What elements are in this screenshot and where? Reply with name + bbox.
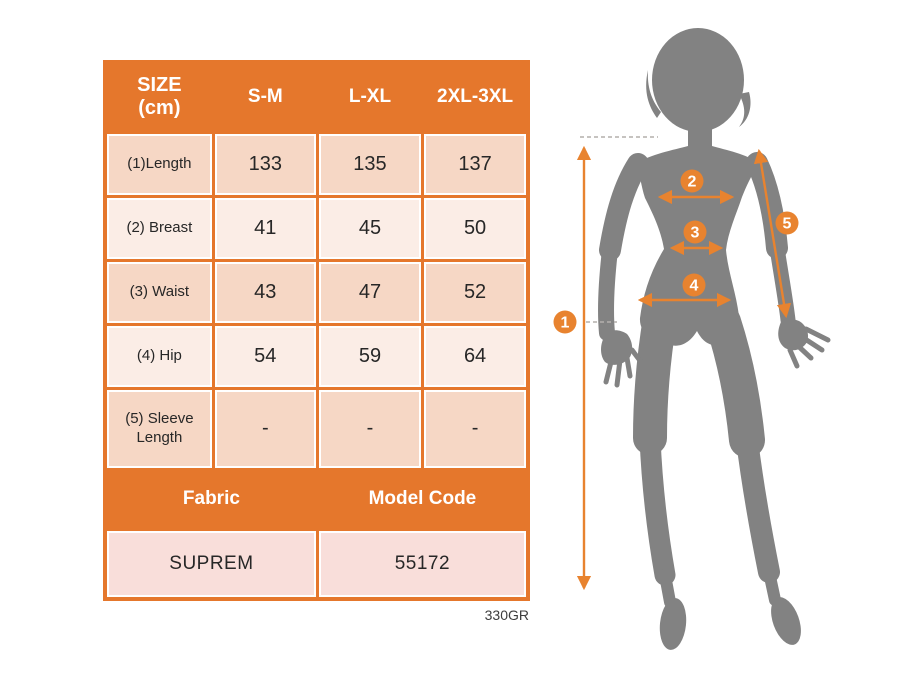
waist-2xl3xl-value: 52: [423, 260, 528, 324]
breast-2xl3xl-value: 50: [423, 196, 528, 260]
svg-text:5: 5: [782, 215, 792, 233]
hip-sm-value: 54: [213, 324, 317, 388]
size-header-line1: SIZE: [137, 74, 182, 97]
badge-2-breast-icon: [681, 170, 704, 193]
badge-4-hip-icon: [683, 274, 706, 297]
row-label-breast: (2) Breast: [105, 196, 213, 260]
waist-sm-value: 43: [213, 260, 317, 324]
row-label-waist: (3) Waist: [105, 260, 213, 324]
length-lxl-value: 135: [317, 132, 422, 196]
model-code-value: 55172: [317, 529, 528, 599]
model-code-header: Model Code: [317, 469, 528, 529]
fabric-weight-note: 330GR: [484, 607, 529, 623]
female-silhouette-icon: [601, 28, 828, 651]
size-header-line2: (cm): [138, 97, 181, 120]
fabric-value: SUPREM: [105, 529, 317, 599]
waist-lxl-value: 47: [317, 260, 422, 324]
svg-text:1: 1: [560, 314, 570, 332]
row-label-sleeve-length: (5) Sleeve Length: [105, 388, 213, 469]
table-row-hip: [105, 324, 528, 388]
breast-sm-value: 41: [213, 196, 317, 260]
svg-text:2: 2: [687, 173, 697, 191]
hip-lxl-value: 59: [317, 324, 422, 388]
row-label-hip: (4) Hip: [105, 324, 213, 388]
sleeve-lxl-value: -: [317, 388, 422, 469]
fabric-header: Fabric: [105, 469, 317, 529]
column-header-lxl: L-XL: [317, 62, 422, 132]
table-row-fabric-model: [105, 529, 528, 599]
length-2xl3xl-value: 137: [423, 132, 528, 196]
size-table-container: [103, 60, 530, 623]
svg-text:4: 4: [689, 277, 699, 295]
badge-1-length-icon: [554, 311, 577, 334]
sleeve-sm-value: -: [213, 388, 317, 469]
table-row-sleeve-length: [105, 388, 528, 469]
column-header-sm: S-M: [213, 62, 317, 132]
measurement-figure: [540, 0, 900, 678]
table-row-breast: [105, 196, 528, 260]
svg-text:3: 3: [690, 224, 700, 242]
length-sm-value: 133: [213, 132, 317, 196]
size-unit-header: [105, 62, 213, 132]
row-label-length: (1)Length: [105, 132, 213, 196]
hip-2xl3xl-value: 64: [423, 324, 528, 388]
size-table: [103, 60, 530, 601]
table-row-length: [105, 132, 528, 196]
table-row-waist: [105, 260, 528, 324]
column-header-2xl3xl: 2XL-3XL: [423, 62, 528, 132]
badge-5-sleeve-icon: [776, 212, 799, 235]
breast-lxl-value: 45: [317, 196, 422, 260]
badge-3-waist-icon: [684, 221, 707, 244]
sleeve-2xl3xl-value: -: [423, 388, 528, 469]
